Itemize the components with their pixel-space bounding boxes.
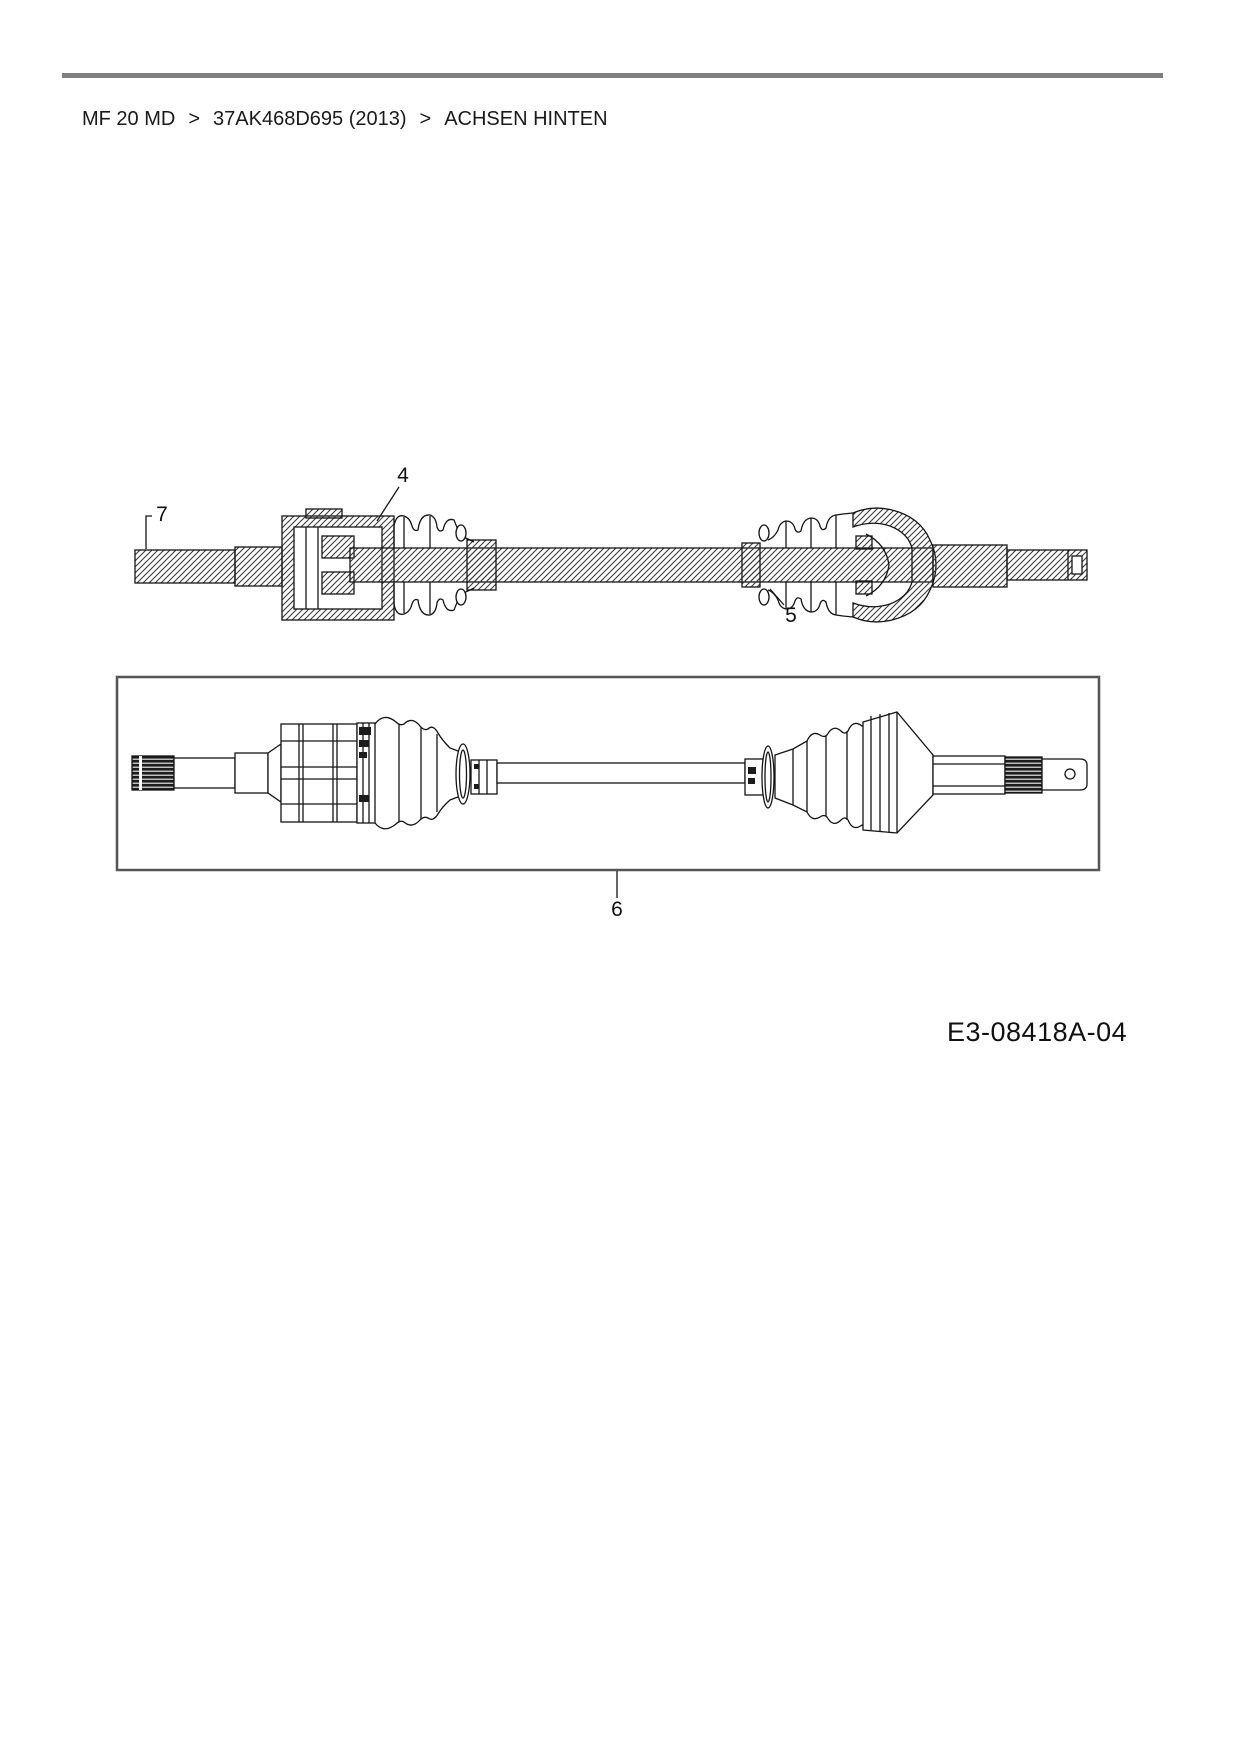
left-shaft-collar	[235, 753, 268, 793]
center-shaft	[497, 763, 745, 783]
clamp-tab	[748, 767, 756, 774]
right-stub-shaft	[933, 545, 1007, 587]
shaft-clamp	[745, 759, 763, 795]
boot-end-ring	[762, 746, 774, 808]
right-shaft-step	[742, 543, 760, 587]
right-boot-clamp-bead	[759, 589, 769, 605]
left-shaft-step	[235, 547, 282, 586]
right-spline	[1005, 757, 1042, 793]
clamp-tab	[359, 740, 369, 747]
housing-top-tab	[306, 509, 342, 518]
breadcrumb-separator: >	[419, 108, 432, 130]
joint-roller-bottom	[322, 572, 354, 594]
right-boot-clamp-bead	[759, 525, 769, 541]
clamp-tab	[359, 727, 371, 735]
bottom-axle-assembly-drawing	[132, 712, 1087, 833]
boot-clamp-ring	[357, 723, 375, 823]
left-boot-clamp-bead	[456, 589, 466, 605]
left-boot-clamp-bead	[456, 525, 466, 541]
callout-4-label: 4	[397, 464, 409, 487]
tang-hole	[1065, 769, 1075, 779]
boot-end-ring	[456, 744, 470, 804]
joint-roller-top	[322, 536, 354, 558]
left-spline	[132, 756, 174, 790]
breadcrumb-item-article[interactable]: 37AK468D695 (2013)	[213, 108, 407, 130]
callouts	[146, 464, 797, 921]
left-shaft	[174, 758, 235, 788]
breadcrumb-item-model[interactable]: MF 20 MD	[82, 108, 176, 130]
stub-end-detail	[1072, 556, 1082, 574]
clamp-tab	[748, 778, 755, 784]
outer-joint-ball	[856, 536, 872, 549]
inner-joint-body	[281, 724, 357, 822]
diagram-code: E3-08418A-04	[947, 1017, 1128, 1047]
left-spline-gap	[139, 756, 142, 790]
callout-6-label: 6	[611, 898, 623, 921]
outer-joint-ball	[856, 581, 872, 594]
callout-7-label: 7	[156, 503, 168, 526]
left-stub-shaft	[135, 550, 235, 583]
clamp-tab	[359, 752, 367, 758]
clamp-tab	[474, 764, 479, 769]
outer-joint-bell	[863, 712, 933, 833]
top-axle-section-drawing	[135, 508, 1087, 622]
right-shaft	[933, 756, 1005, 794]
breadcrumb-separator: >	[188, 108, 201, 130]
clamp-tab	[359, 795, 369, 802]
axle-shaft-section	[350, 548, 933, 582]
left-boot-top	[375, 717, 458, 751]
left-boot-collar	[467, 540, 496, 590]
left-boot-bottom	[375, 797, 458, 829]
clamp-tab	[474, 784, 479, 789]
callout-5-leader	[770, 589, 784, 605]
callout-7-leader	[146, 516, 152, 549]
breadcrumb-item-section[interactable]: ACHSEN HINTEN	[444, 108, 608, 130]
joint-taper	[268, 744, 281, 802]
right-boot-collar	[775, 741, 807, 812]
callout-5-label: 5	[785, 604, 797, 627]
